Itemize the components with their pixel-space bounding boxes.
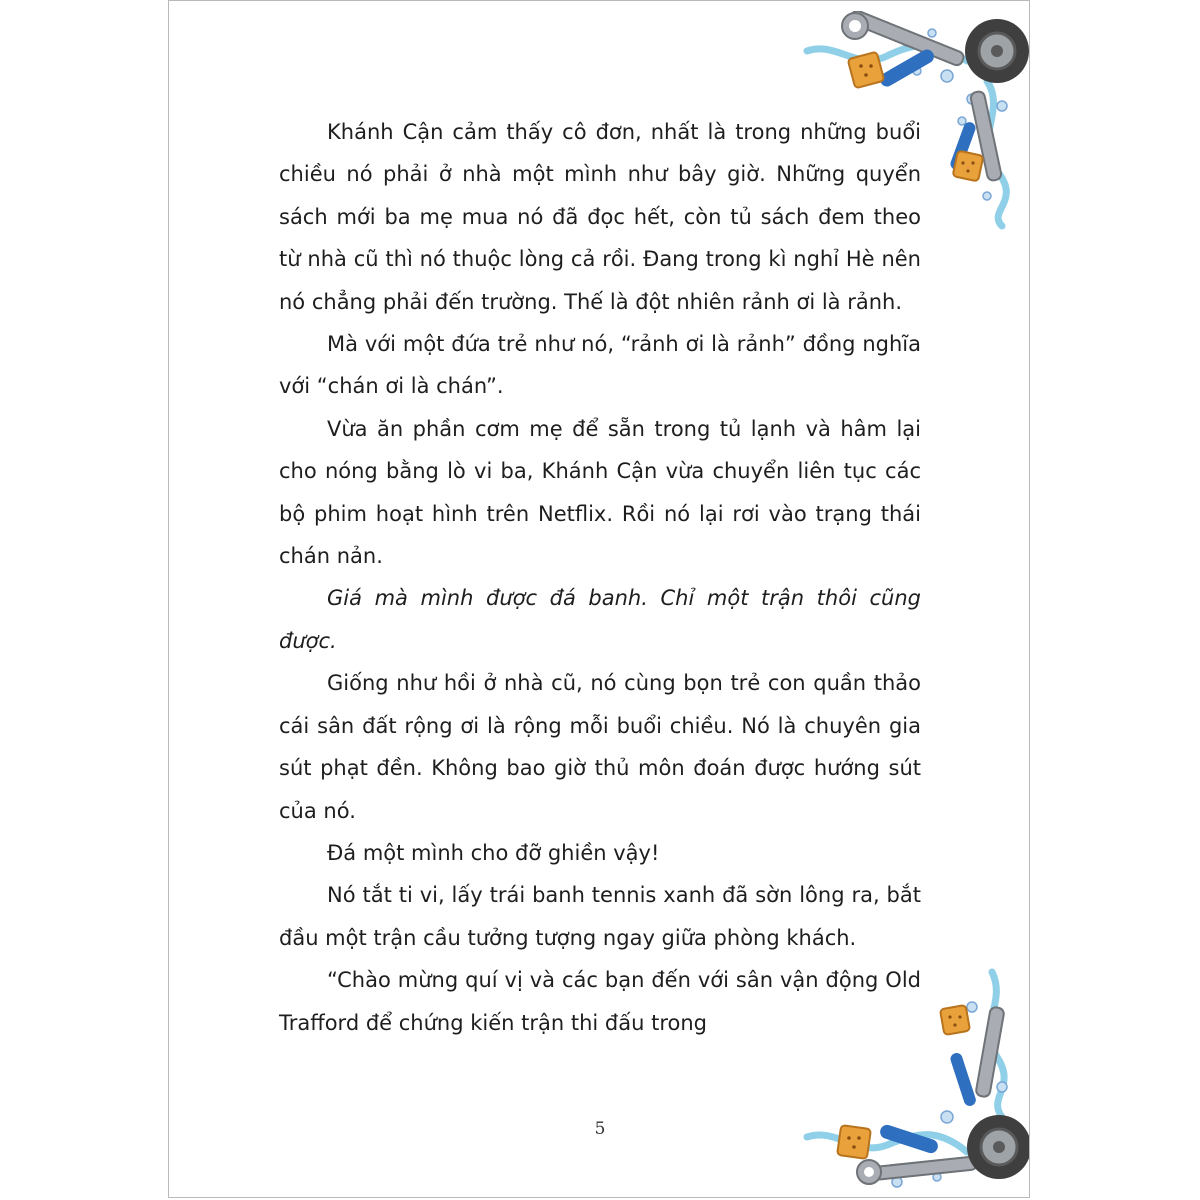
bottom-right-decoration — [797, 967, 1029, 1195]
paragraph: Vừa ăn phần cơm mẹ để sẵn trong tủ lạnh và hâm lại cho nóng bằng lò vi ba, Khánh Cận vừa chuyển liên tục các bộ phim hoạt hình trên Netflix. Rồi nó lại rơi vào trạng thái chán nản. — [279, 416, 921, 569]
paragraph: Nó tắt ti vi, lấy trái banh tennis xanh đã sờn lông ra, bắt đầu một trận cầu tưởng tượng ngay giữa phòng khách. — [279, 883, 921, 950]
story-text — [279, 111, 921, 1044]
tire-icon — [965, 19, 1029, 83]
page-number: 5 — [594, 1119, 606, 1139]
book-page — [168, 0, 1030, 1198]
biscuit-icon — [940, 1005, 970, 1035]
wrench-icon — [857, 1156, 977, 1184]
paragraph: Khánh Cận cảm thấy cô đơn, nhất là trong những buổi chiều nó phải ở nhà một mình như bây giờ. Những quyển sách mới ba mẹ mua nó đã đọc hết, còn tủ sách đem theo từ nhà cũ thì nó thuộc lòng cả rồi. Đang trong kì nghỉ Hè nên nó chẳng phải đến trường. Thế là đột nhiên rảnh ơi là rảnh. — [279, 120, 921, 314]
biscuit-icon — [848, 52, 885, 89]
biscuit-icon — [953, 151, 984, 182]
paragraph: Mà với một đứa trẻ như nó, “rảnh ơi là rảnh” đồng nghĩa với “chán ơi là chán”. — [279, 332, 921, 399]
paragraph-italic-thought: Giá mà mình được đá banh. Chỉ một trận thôi cũng được. — [279, 586, 921, 653]
paragraph: Giống như hồi ở nhà cũ, nó cùng bọn trẻ con quần thảo cái sân đất rộng ơi là rộng mỗi buổi chiều. Nó là chuyên gia sút phạt đền. Không bao giờ thủ môn đoán được hướng sút của nó. — [279, 671, 921, 823]
paragraph: “Chào mừng quí vị và các bạn đến với sân vận động Old Trafford để chứng kiến trận thi đấu trong — [279, 968, 921, 1035]
paragraph: Đá một mình cho đỡ ghiền vậy! — [327, 840, 660, 865]
